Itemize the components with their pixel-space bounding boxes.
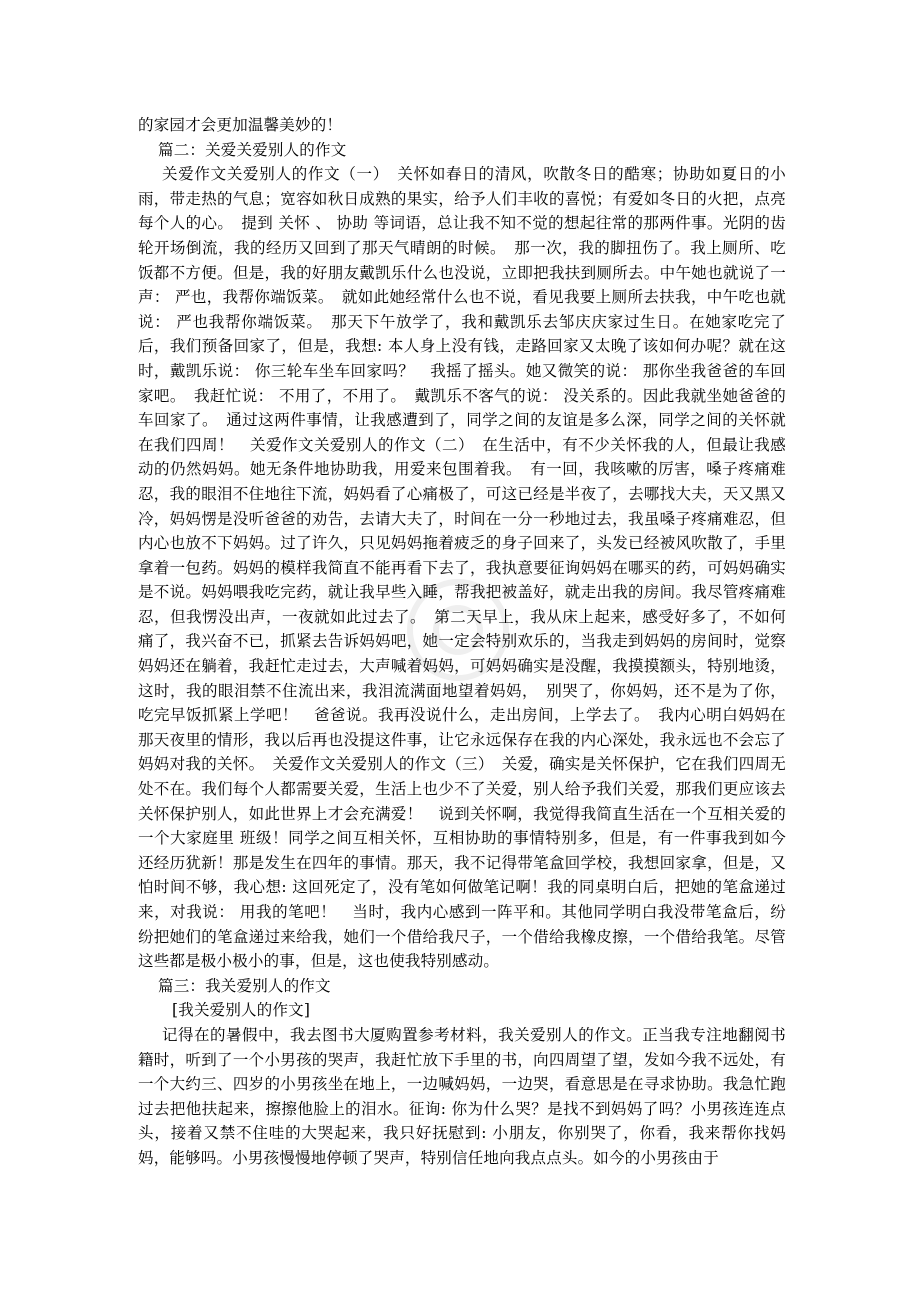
section2-heading: 篇二：关爱关爱别人的作文: [158, 140, 347, 159]
document-text: [138, 113, 786, 1171]
section3-body: 记得在的暑假中，我去图书大厦购置参考材料，我关爱别人的作文。正当我专注地翻阅书籍时，听到了一个小男孩的哭声，我赶忙放下手里的书，向四周望了望，发如今我不远处，有一个大约三、四岁的小男孩坐在地上，一边喊妈妈，一边哭，看意思是在寻求协助。我急忙跑过去把他扶起来，擦擦他脸上的泪水。征询: 你为什么哭？是找不到妈妈了吗？小男孩连连点头，接着又禁不住哇的大哭起来，我只好抚慰到: 小朋友，你别哭了，你看，我来帮你找妈妈，能够吗。小男孩慢慢地停顿了哭声，特别信任地向我点点头。如今的小男孩由于: [138, 1025, 786, 1167]
opening-line: 的家园才会更加温馨美妙的！: [138, 116, 343, 134]
section3-heading: 篇三：我关爱别人的作文: [158, 976, 331, 995]
section3-bracket-title: [我关爱别人的作文]: [172, 1001, 311, 1020]
section2-body: 关爱作文关爱别人的作文（一） 关怀如春日的清风，吹散冬日的酷寒；协助如夏日的小雨，带走热的气息；宽容如秋日成熟的果实，给予人们丰收的喜悦；有爱如冬日的火把，点亮每个人的心。 提到 关怀 、 协助 等词语，总让我不知不觉的想起往常的那两件事。光阴的齿轮开场倒流，我的经历又回到了那天气晴朗的时候。 那一次，我的脚扭伤了。我上厕所、吃饭都不方便。但是，我的好朋友戴凯乐什么也没说，立即把我扶到厕所去。中午她也就说了一声： 严也，我帮你端饭菜。 就如此她经常什么也不说，看见我要上厕所去扶我，中午吃也就说： 严也我帮你端饭菜。 那天下午放学了，我和戴凯乐去邹庆庆家过生日。在她家吃完了后，我们预备回家了，但是，我想: 本人身上没有钱，走路回家又太晚了该如何办呢？就在这时，戴凯乐说： 你三轮车坐车回家吗？ 我摇了摇头。她又微笑的说： 那你坐我爸爸的车回家吧。 我赶忙说： 不用了，不用了。 戴凯乐不客气的说： 没关系的。因此我就坐她爸爸的车回家了。 通过这两件事情，让我感遭到了，同学之间的友谊是多么深，同学之间的关怀就在我们四周！ 关爱作文关爱别人的作文（二） 在生活中，有不少关怀我的人，但最让我感动的仍然妈妈。她无条件地协助我，用爱来包围着我。 有一回，我咳嗽的厉害，嗓子疼痛难忍，我的眼泪不住地往下流，妈妈看了心痛极了，可这已经是半夜了，去哪找大夫，天又黑又冷，妈妈愣是没听爸爸的劝告，去请大夫了，时间在一分一秒地过去，我虽嗓子疼痛难忍，但内心也放不下妈妈。过了许久，只见妈妈拖着疲乏的身子回来了，头发已经被风吹散了，手里拿着一包药。妈妈的模样我简直不能再看下去了，我执意要征询妈妈在哪买的药，可妈妈确实是不说。妈妈喂我吃完药，就让我早些入睡，帮我把被盖好，就走出我的房间。我尽管疼痛难忍，但我愣没出声，一夜就如此过去了。 第二天早上，我从床上起来，感受好多了，不如何痛了，我兴奋不已，抓紧去告诉妈妈吧，她一定会特别欢乐的，当我走到妈妈的房间时，觉察妈妈还在躺着，我赶忙走过去，大声喊着妈妈，可妈妈确实是没醒，我摸摸额头，特别地烫，这时，我的眼泪禁不住流出来，我泪流满面地望着妈妈， 别哭了，你妈妈，还不是为了你，吃完早饭抓紧上学吧！ 爸爸说。我再没说什么，走出房间，上学去了。 我内心明白妈妈在那天夜里的情形，我以后再也没提这件事，让它永远保存在我的内心深处，我永远也不会忘了妈妈对我的关怀。 关爱作文关爱别人的作文（三） 关爱，确实是关怀保护，它在我们四周无处不在。我们每个人都需要关爱，生活上也少不了关爱，别人给予我们关爱，那我们更应该去关怀保护别人，如此世界上才会充满爱！ 说到关怀啊，我觉得我简直生活在一个互相关爱的一个大家庭里 班级！同学之间互相关怀，互相协助的事情特别多，但是，有一件事我到如今还经历犹新！那是发生在四年的事情。那天，我不记得带笔盒回学校，我想回家拿，但是，又怕时间不够，我心想: 这回死定了，没有笔如何做笔记啊！我的同桌明白后，把她的笔盒递过来，对我说： 用我的笔吧！ 当时，我内心感到一阵平和。其他同学明白我没带笔盒后，纷纷把她们的笔盒递过来给我，她们一个借给我尺子，一个借给我橡皮擦，一个借给我笔。尽管这些都是极小极小的事，但是，这也使我特别感动。: [138, 165, 786, 971]
